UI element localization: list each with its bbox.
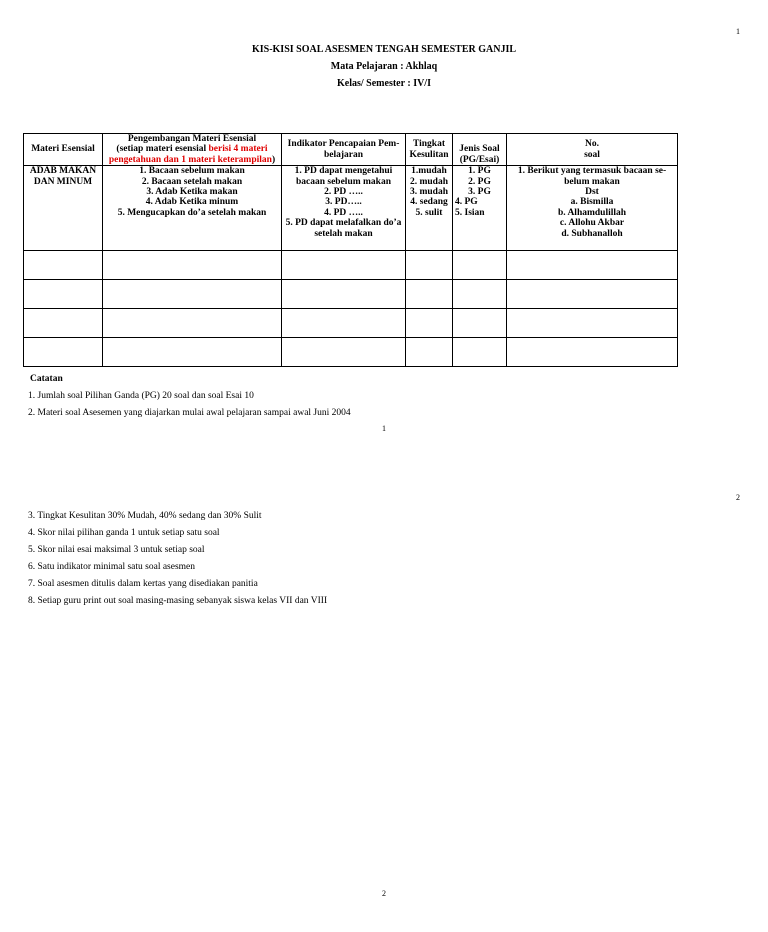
kisi-kisi-table [23, 133, 678, 367]
subject-line: Mata Pelajaran : Akhlaq [330, 61, 438, 72]
option-item: a. Bismilla [570, 197, 614, 208]
list-item: 5. Isian [455, 207, 485, 218]
header-jenis-soal [453, 134, 507, 166]
list-item: 3. PG [468, 187, 491, 198]
list-item: 3. Adab Ketika makan [146, 187, 238, 198]
option-item: b. Alhamdulillah [557, 207, 627, 218]
note-item: 8. Setiap guru print out soal masing-masing sebanyak siswa kelas VII dan VIII [28, 596, 328, 606]
cell-jenis [453, 166, 507, 251]
header-pengembangan-note-start: (setiap materi esensial [116, 144, 209, 155]
note-item: 7. Soal asesmen ditulis dalam kertas yang disediakan panitia [28, 579, 258, 589]
header-no-soal [507, 134, 678, 166]
list-item: 4. PG [455, 197, 478, 208]
note-item: 2. Materi soal Asesemen yang diajarkan mulai awal pelajaran sampai awal Juni 2004 [28, 408, 351, 418]
header-indikator: Indikator Pencapaian Pem-belajaran [282, 134, 406, 166]
table-header-row [24, 134, 678, 166]
dst-text: Dst [585, 187, 599, 198]
note-item: 4. Skor nilai pilihan ganda 1 untuk setiap satu soal [28, 528, 220, 538]
question-text: 1. Berikut yang termasuk bacaan se-belum makan [517, 166, 667, 187]
header-pengembangan [103, 134, 282, 166]
list-item: 2. PG [468, 176, 491, 187]
list-item: 3. mudah [409, 187, 448, 198]
list-item: 5. PD dapat melafalkan do’a setelah makan [285, 218, 402, 239]
note-item: 3. Tingkat Kesulitan 30% Mudah, 40% sedang dan 30% Sulit [28, 511, 262, 521]
header-soal-label: soal [584, 149, 600, 160]
cell-pengembangan [103, 166, 282, 251]
table-row [24, 166, 678, 251]
table-row-empty [24, 251, 678, 280]
list-item: 2. Bacaan setelah makan [141, 176, 243, 187]
option-item: c. Allohu Akbar [559, 218, 625, 229]
list-item: 4. sedang [410, 197, 448, 208]
header-tingkat-kesulitan: Tingkat Kesulitan [406, 134, 453, 166]
table-row-empty [24, 309, 678, 338]
list-item: 4. PD ….. [324, 207, 363, 218]
option-item: d. Subhanalloh [561, 228, 623, 239]
class-semester-line: Kelas/ Semester : IV/I [337, 78, 431, 89]
header-pengembangan-title: Pengembangan Materi Esensial [127, 134, 257, 144]
list-item: 5. Mengucapkan do’a setelah makan [117, 207, 267, 218]
header-no-label: No. [585, 139, 599, 150]
header-pengembangan-note [105, 144, 279, 165]
list-item: 5. sulit [415, 207, 443, 218]
page-number-top: 2 [736, 493, 740, 502]
list-item: 1. Bacaan sebelum makan [139, 166, 245, 177]
catatan-heading: Catatan [30, 374, 63, 384]
page-number-bottom: 2 [382, 889, 386, 898]
header-pengembangan-close: ) [271, 154, 276, 165]
cell-indikator [282, 166, 406, 251]
list-item: 1.mudah [411, 166, 447, 177]
table-row-empty [24, 338, 678, 367]
note-item: 5. Skor nilai esai maksimal 3 untuk setiap soal [28, 545, 205, 555]
page-number-bottom: 1 [382, 424, 386, 433]
list-item: 2. mudah [409, 176, 448, 187]
header-materi-esensial: Materi Esensial [24, 134, 103, 166]
cell-soal [507, 166, 678, 251]
note-item: 6. Satu indikator minimal satu soal asesmen [28, 562, 196, 572]
list-item: 1. PG [468, 166, 491, 177]
header-jenis-soal-label: Jenis Soal (PG/Esai) [459, 144, 500, 165]
page-number-top: 1 [736, 27, 740, 36]
list-item: 4. Adab Ketika minum [145, 197, 239, 208]
list-item: 2. PD ….. [324, 187, 363, 198]
header-pengembangan-highlight: berisi 4 materi pengetahuan dan 1 materi keterampilan [108, 144, 272, 165]
table-row-empty [24, 280, 678, 309]
list-item: 3. PD….. [325, 197, 362, 208]
document-title: KIS-KISI SOAL ASESMEN TENGAH SEMESTER GANJIL [251, 44, 517, 55]
list-item: 1. PD dapat mengetahui bacaan sebelum makan [294, 166, 393, 187]
note-item: 1. Jumlah soal Pilihan Ganda (PG) 20 soal dan soal Esai 10 [28, 391, 254, 401]
cell-tingkat [406, 166, 453, 251]
cell-materi: ADAB MAKAN DAN MINUM [24, 166, 103, 251]
